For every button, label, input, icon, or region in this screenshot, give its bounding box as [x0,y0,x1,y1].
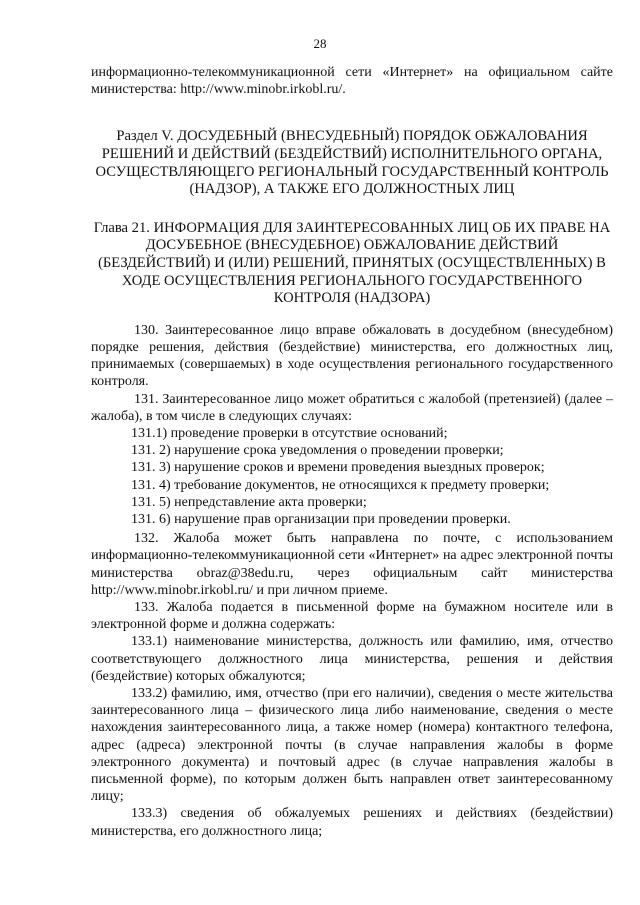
chapter-heading: Глава 21. ИНФОРМАЦИЯ ДЛЯ ЗАИНТЕРЕСОВАННЫХ ЛИЦ ОБ ИХ ПРАВЕ НА ДОСУБЕБНОЕ (ВНЕСУДЕБНОЕ) ОБЖАЛОВАНИЕ ДЕЙСТВИЙ (БЕЗДЕЙСТВИЙ) И (ИЛИ) РЕШЕНИЙ, ПРИНЯТЫХ (ОСУЩЕСТВЛЕННЫХ) В ХОДЕ ОСУЩЕСТВЛЕНИЯ РЕГИОНАЛЬНОГО ГОСУДАРСТВЕННОГО КОНТРОЛЯ (НАДЗОРА) [93,219,611,307]
document-body [91,64,613,840]
paragraph-130: 130. Заинтересованное лицо вправе обжаловать в досудебном (внесудебном) порядке решения, действия (бездействие) министерства, его должностных лиц, принимаемых (совершаемых) в ходе осуществления регионального государственного контроля. [91,322,613,390]
list-item-131-3: 131. 3) нарушение сроков и времени проведения выездных проверок; [131,460,545,476]
list-item-131-1: 131.1) проведение проверки в отсутствие оснований; [131,425,448,441]
intro-paragraph: информационно-телекоммуникационной сети «Интернет» на официальном сайте министерства: http://www.minobr.irkobl.ru/. [91,65,613,98]
paragraph-131: 131. Заинтересованное лицо может обратиться с жалобой (претензией) (далее – жалоба), в том числе в следующих случаях: [91,391,613,424]
section-heading: Раздел V. ДОСУДЕБНЫЙ (ВНЕСУДЕБНЫЙ) ПОРЯДОК ОБЖАЛОВАНИЯ РЕШЕНИЙ И ДЕЙСТВИЙ (БЕЗДЕЙСТВИЙ) ИСПОЛНИТЕЛЬНОГО ОРГАНА, ОСУЩЕСТВЛЯЮЩЕГО РЕГИОНАЛЬНЫЙ ГОСУДАРСТВЕННЫЙ КОНТРОЛЬ (НАДЗОР), А ТАКЖЕ ЕГО ДОЛЖНОСТНЫХ ЛИЦ [95,128,609,198]
list-item-131-4: 131. 4) требование документов, не относящихся к предмету проверки; [131,477,550,493]
list-item-131-2: 131. 2) нарушение срока уведомления о проведении проверки; [131,443,504,459]
list-item-133-1: 133.1) наименование министерства, должность или фамилию, имя, отчество соответствующего должностного лица министерства, решения и действия (бездействие) которых обжалуются; [91,634,613,684]
list-item-131-5: 131. 5) непредставление акта проверки; [131,494,367,510]
list-item-133-3: 133.3) сведения об обжалуемых решениях и действиях (бездействии) министерства, его должностного лица; [91,806,613,839]
paragraph-133: 133. Жалоба подается в письменной форме на бумажном носителе или в электронной форме и должна содержать: [91,600,613,633]
paragraph-132: 132. Жалоба может быть направлена по почте, с использованием информационно-телекоммуникационной сети «Интернет» на адрес электронной почты министерства obraz@38edu.ru, через официальным сайт министерства http://www.minobr.irkobl.ru/ и при личном приеме. [91,531,613,598]
list-item-131-6: 131. 6) нарушение прав организации при проведении проверки. [131,511,511,527]
page-number: 28 [313,36,327,51]
list-item-133-2: 133.2) фамилию, имя, отчество (при его наличии), сведения о месте жительства заинтересованного лица – физического лица либо наименование, сведения о месте нахождения заинтересованного лица, а также номер (номера) контактного телефона, адрес (адреса) электронной почты (в случае направления жалобы в форме электронного документа) и почтовый адрес (в случае направления жалобы в письменной форме), по которым должен быть направлен ответ заинтересованному лицу; [91,686,613,805]
